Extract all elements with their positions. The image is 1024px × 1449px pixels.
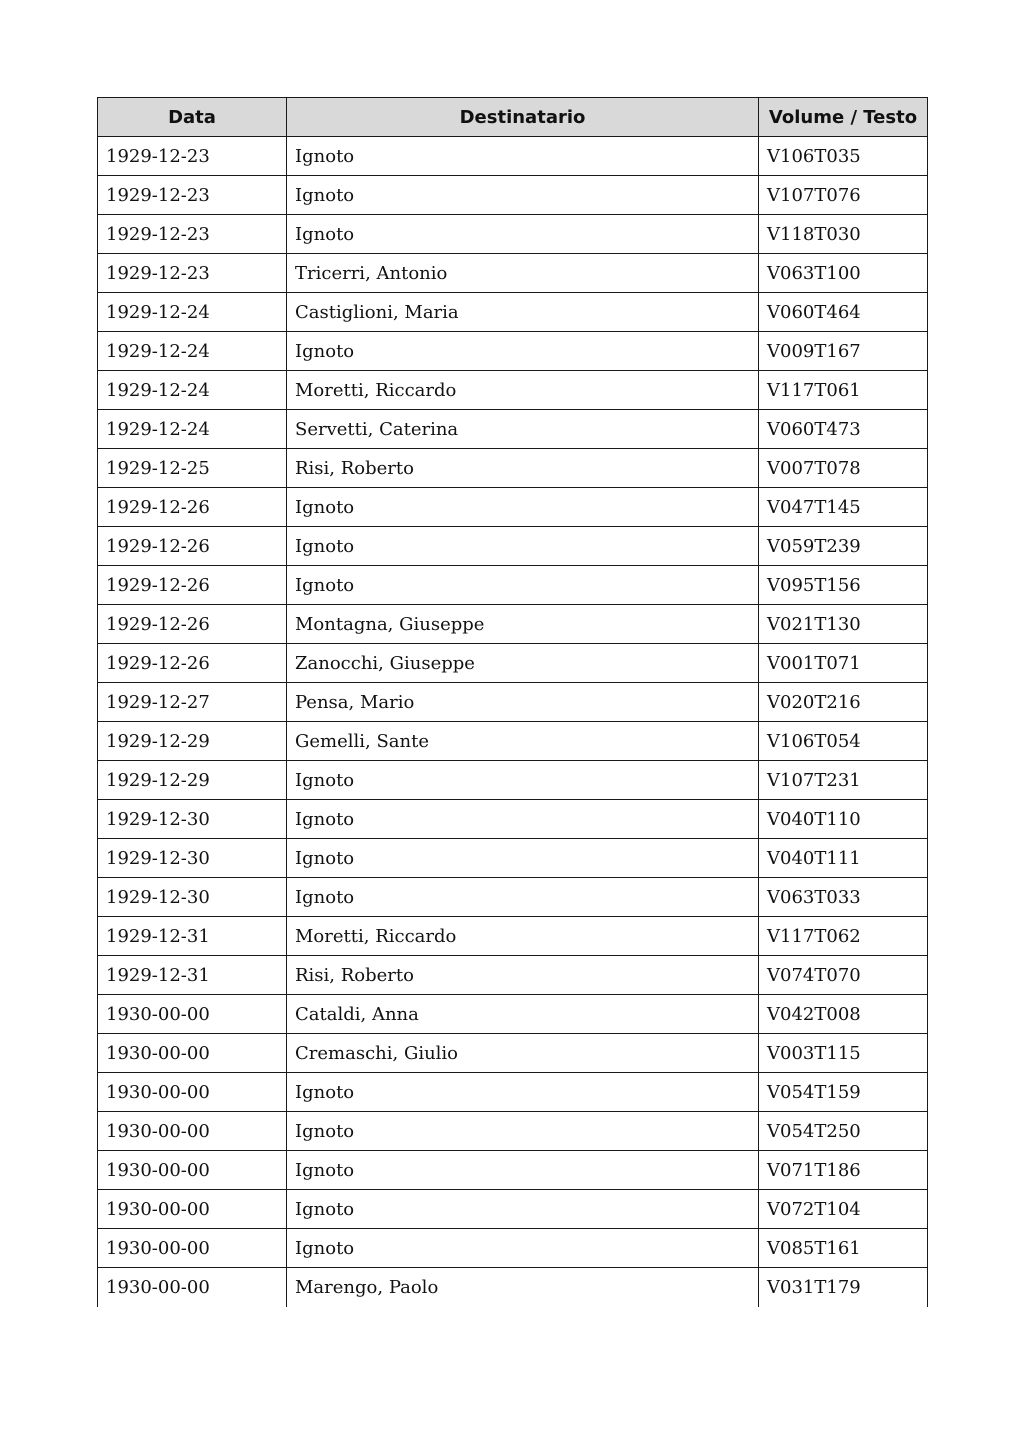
cell-recipient: Pensa, Mario <box>287 683 759 722</box>
cell-date: 1929-12-24 <box>98 332 287 371</box>
cell-date: 1930-00-00 <box>98 1268 287 1307</box>
cell-date: 1929-12-31 <box>98 956 287 995</box>
cell-date: 1929-12-30 <box>98 839 287 878</box>
cell-volume: V009T167 <box>759 332 928 371</box>
cell-recipient: Servetti, Caterina <box>287 410 759 449</box>
cell-date: 1929-12-24 <box>98 293 287 332</box>
cell-recipient: Ignoto <box>287 839 759 878</box>
cell-volume: V001T071 <box>759 644 928 683</box>
cell-recipient: Ignoto <box>287 878 759 917</box>
cell-date: 1929-12-29 <box>98 761 287 800</box>
cell-recipient: Risi, Roberto <box>287 449 759 488</box>
table-row <box>98 1034 928 1073</box>
table-row <box>98 1073 928 1112</box>
cell-date: 1929-12-23 <box>98 137 287 176</box>
cell-date: 1930-00-00 <box>98 995 287 1034</box>
cell-recipient: Montagna, Giuseppe <box>287 605 759 644</box>
cell-volume: V117T061 <box>759 371 928 410</box>
cell-date: 1929-12-29 <box>98 722 287 761</box>
cell-recipient: Ignoto <box>287 566 759 605</box>
cell-recipient: Tricerri, Antonio <box>287 254 759 293</box>
cell-volume: V020T216 <box>759 683 928 722</box>
cell-date: 1930-00-00 <box>98 1034 287 1073</box>
cell-date: 1929-12-26 <box>98 527 287 566</box>
cell-date: 1929-12-24 <box>98 371 287 410</box>
cell-date: 1929-12-30 <box>98 800 287 839</box>
cell-volume: V040T111 <box>759 839 928 878</box>
cell-volume: V031T179 <box>759 1268 928 1307</box>
table-row <box>98 488 928 527</box>
cell-date: 1930-00-00 <box>98 1190 287 1229</box>
table-row <box>98 1151 928 1190</box>
cell-volume: V117T062 <box>759 917 928 956</box>
cell-recipient: Ignoto <box>287 1073 759 1112</box>
table-row <box>98 1229 928 1268</box>
table-row <box>98 1190 928 1229</box>
table-row <box>98 566 928 605</box>
cell-volume: V042T008 <box>759 995 928 1034</box>
column-header-volume: Volume / Testo <box>759 98 928 137</box>
cell-recipient: Ignoto <box>287 1190 759 1229</box>
cell-date: 1929-12-26 <box>98 488 287 527</box>
cell-volume: V059T239 <box>759 527 928 566</box>
header-row <box>98 98 928 137</box>
cell-date: 1929-12-31 <box>98 917 287 956</box>
table-row <box>98 332 928 371</box>
cell-volume: V060T473 <box>759 410 928 449</box>
cell-recipient: Ignoto <box>287 1229 759 1268</box>
cell-volume: V047T145 <box>759 488 928 527</box>
cell-volume: V106T035 <box>759 137 928 176</box>
cell-date: 1930-00-00 <box>98 1112 287 1151</box>
cell-date: 1929-12-27 <box>98 683 287 722</box>
table-row <box>98 917 928 956</box>
table-row <box>98 722 928 761</box>
cell-date: 1929-12-23 <box>98 215 287 254</box>
cell-date: 1930-00-00 <box>98 1151 287 1190</box>
table-row <box>98 605 928 644</box>
cell-volume: V106T054 <box>759 722 928 761</box>
cell-recipient: Ignoto <box>287 176 759 215</box>
cell-date: 1929-12-30 <box>98 878 287 917</box>
cell-volume: V040T110 <box>759 800 928 839</box>
cell-recipient: Risi, Roberto <box>287 956 759 995</box>
table-row <box>98 878 928 917</box>
table-row <box>98 527 928 566</box>
table-row <box>98 800 928 839</box>
cell-volume: V085T161 <box>759 1229 928 1268</box>
column-header-recipient: Destinatario <box>287 98 759 137</box>
cell-recipient: Cataldi, Anna <box>287 995 759 1034</box>
cell-date: 1929-12-26 <box>98 644 287 683</box>
table-row <box>98 644 928 683</box>
cell-volume: V095T156 <box>759 566 928 605</box>
cell-volume: V107T076 <box>759 176 928 215</box>
cell-volume: V054T159 <box>759 1073 928 1112</box>
table-row <box>98 956 928 995</box>
cell-volume: V118T030 <box>759 215 928 254</box>
cell-recipient: Ignoto <box>287 137 759 176</box>
cell-volume: V054T250 <box>759 1112 928 1151</box>
cell-volume: V063T033 <box>759 878 928 917</box>
cell-volume: V003T115 <box>759 1034 928 1073</box>
table-header <box>98 98 928 137</box>
letters-table <box>97 97 928 1307</box>
cell-recipient: Ignoto <box>287 332 759 371</box>
table-row <box>98 215 928 254</box>
cell-recipient: Zanocchi, Giuseppe <box>287 644 759 683</box>
cell-volume: V021T130 <box>759 605 928 644</box>
cell-recipient: Ignoto <box>287 215 759 254</box>
table-row <box>98 683 928 722</box>
table-row <box>98 839 928 878</box>
table-row <box>98 1112 928 1151</box>
column-header-date: Data <box>98 98 287 137</box>
cell-date: 1929-12-25 <box>98 449 287 488</box>
cell-recipient: Ignoto <box>287 488 759 527</box>
table-row <box>98 254 928 293</box>
cell-recipient: Moretti, Riccardo <box>287 917 759 956</box>
cell-volume: V063T100 <box>759 254 928 293</box>
cell-recipient: Ignoto <box>287 1112 759 1151</box>
cell-recipient: Gemelli, Sante <box>287 722 759 761</box>
table-row <box>98 137 928 176</box>
cell-date: 1929-12-23 <box>98 254 287 293</box>
cell-date: 1930-00-00 <box>98 1229 287 1268</box>
cell-volume: V060T464 <box>759 293 928 332</box>
cell-recipient: Castiglioni, Maria <box>287 293 759 332</box>
table-row <box>98 293 928 332</box>
cell-date: 1930-00-00 <box>98 1073 287 1112</box>
cell-volume: V007T078 <box>759 449 928 488</box>
cell-volume: V107T231 <box>759 761 928 800</box>
cell-recipient: Ignoto <box>287 761 759 800</box>
table-row <box>98 410 928 449</box>
cell-date: 1929-12-24 <box>98 410 287 449</box>
table-row <box>98 449 928 488</box>
table-row <box>98 176 928 215</box>
cell-volume: V074T070 <box>759 956 928 995</box>
table-row <box>98 371 928 410</box>
cell-date: 1929-12-26 <box>98 605 287 644</box>
cell-recipient: Ignoto <box>287 1151 759 1190</box>
table-row <box>98 1268 928 1307</box>
cell-recipient: Marengo, Paolo <box>287 1268 759 1307</box>
cell-date: 1929-12-26 <box>98 566 287 605</box>
cell-recipient: Cremaschi, Giulio <box>287 1034 759 1073</box>
cell-recipient: Ignoto <box>287 527 759 566</box>
cell-volume: V071T186 <box>759 1151 928 1190</box>
cell-volume: V072T104 <box>759 1190 928 1229</box>
table-row <box>98 995 928 1034</box>
cell-date: 1929-12-23 <box>98 176 287 215</box>
cell-recipient: Ignoto <box>287 800 759 839</box>
table-body <box>98 137 928 1307</box>
table-row <box>98 761 928 800</box>
cell-recipient: Moretti, Riccardo <box>287 371 759 410</box>
